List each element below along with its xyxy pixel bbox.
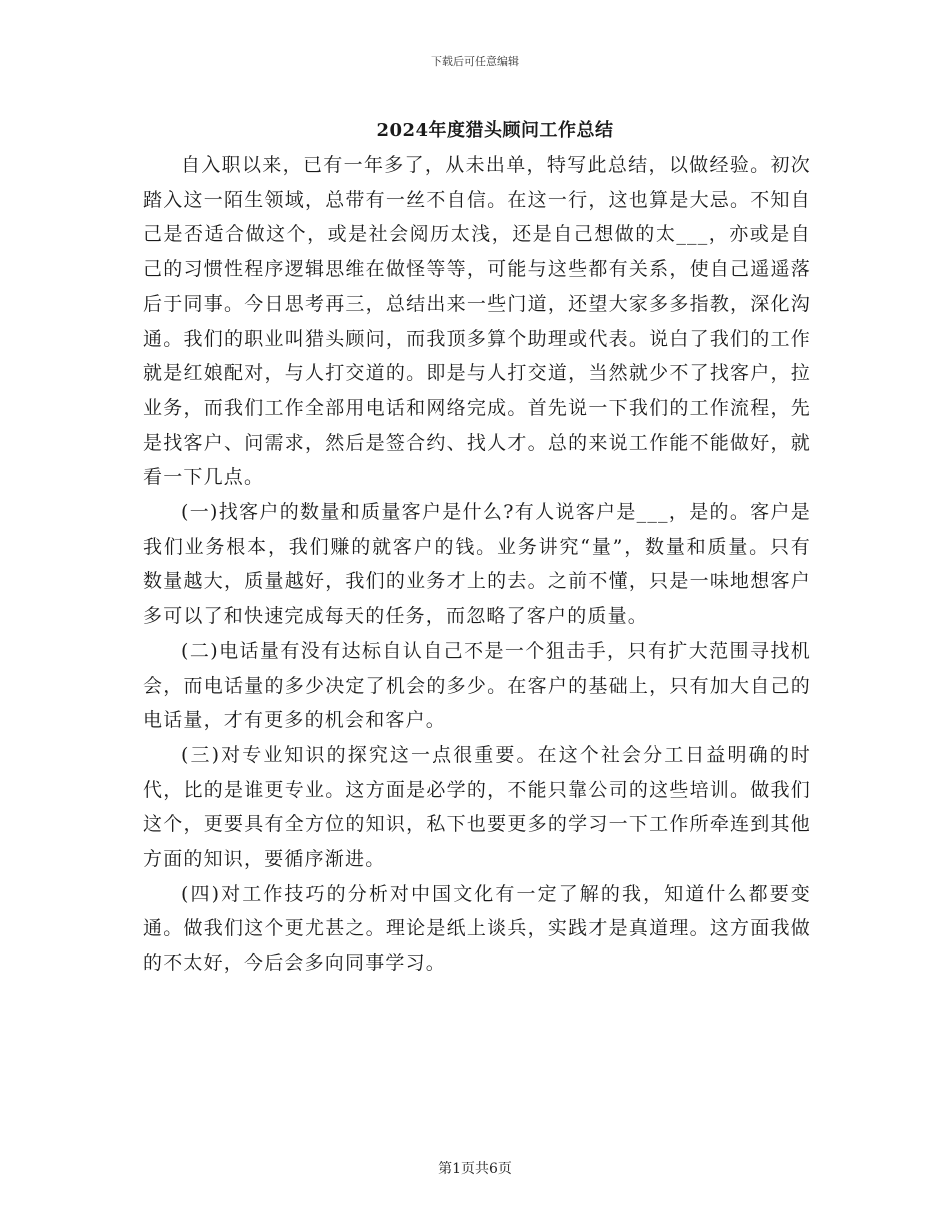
paragraph-section-1: (一)找客户的数量和质量客户是什么?有人说客户是___，是的。客户是我们业务根本，我们赚的就客户的钱。业务讲究“量”，数量和质量。只有数量越大，质量越好，我们的业务才上的去。之前不懂，只是一味地想客户多可以了和快速完成每天的任务，而忽略了客户的质量。 — [143, 501, 811, 628]
header-note: 下载后可任意编辑 — [431, 55, 519, 68]
page-indicator: 第1页共6页 — [438, 1161, 512, 1177]
paragraph-section-3: (三)对专业知识的探究这一点很重要。在这个社会分工日益明确的时代，比的是谁更专业。这方面是必学的，不能只靠公司的这些培训。做我们这个，更要具有全方位的知识，私下也要更多的学习一下工作所牵连到其他方面的知识，要循序渐进。 — [143, 743, 811, 871]
paragraph-section-2: (二)电话量有没有达标自认自己不是一个狙击手，只有扩大范围寻找机会，而电话量的多少决定了机会的多少。在客户的基础上，只有加大自己的电话量，才有更多的机会和客户。 — [143, 639, 811, 732]
paragraph-section-4: (四)对工作技巧的分析对中国文化有一定了解的我，知道什么都要变通。做我们这个更尤甚之。理论是纸上谈兵，实践才是真道理。这方面我做的不太好，今后会多向同事学习。 — [143, 882, 811, 975]
paragraph-intro: 自入职以来，已有一年多了，从未出单，特写此总结，以做经验。初次踏入这一陌生领域，总带有一丝不自信。在这一行，这也算是大忌。不知自己是否适合做这个，或是社会阅历太浅，还是自己想做的太___，亦或是自己的习惯性程序逻辑思维在做怪等等，可能与这些都有关系，使自己遥遥落后于同事。今日思考再三，总结出来一些门道，还望大家多多指教，深化沟通。我们的职业叫猎头顾问，而我顶多算个助理或代表。说白了我们的工作就是红娘配对，与人打交道的。即是与人打交道，当然就少不了找客户，拉业务，而我们工作全部用电话和网络完成。首先说一下我们的工作流程，先是找客户、问需求，然后是签合约、找人才。总的来说工作能不能做好，就看一下几点。 — [143, 154, 811, 489]
document-title: 2024年度猎头顾问工作总结 — [376, 120, 614, 141]
document-body — [143, 148, 811, 981]
